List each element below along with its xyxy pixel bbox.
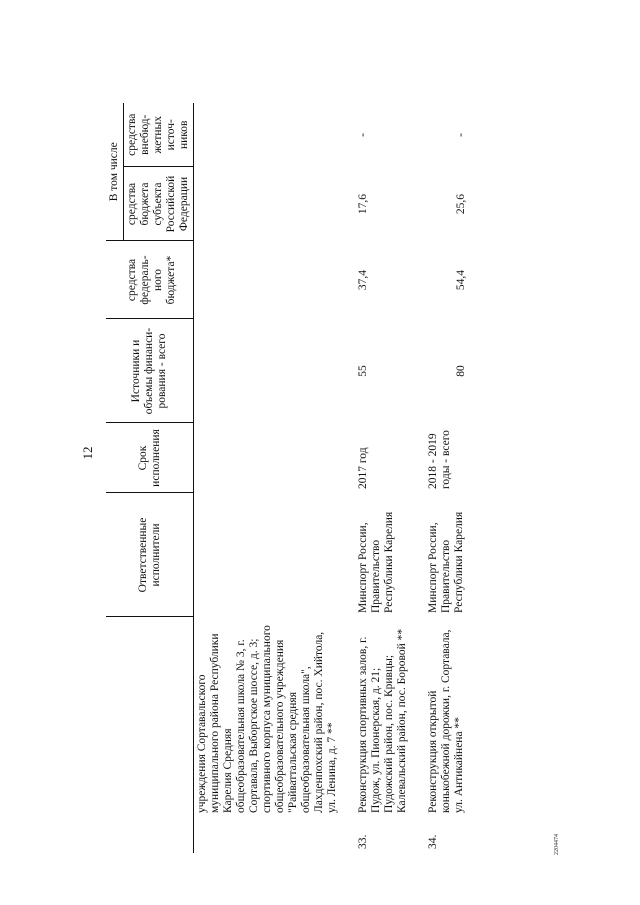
header-regional: средства бюджета субъекта Российской Федерации (124, 167, 194, 241)
header-total: Источники и объемы финанси-рования - всего (106, 319, 194, 423)
row-extrabudget: - (357, 132, 369, 137)
row-executors (194, 493, 350, 617)
row-regional (194, 167, 350, 241)
header-federal: средства федераль-ного бюджета* (124, 241, 194, 319)
header-row-1 (106, 103, 124, 853)
row-period (194, 423, 350, 493)
header-extrabudget: средства внебюд-жетных источ-ников (124, 103, 194, 167)
row-executors: Минспорт России, Правительство Республики Карелия (357, 511, 395, 613)
row-extrabudget (194, 103, 350, 167)
row-extrabudget: - (455, 132, 467, 137)
table-row (194, 103, 350, 853)
row-federal: 37,4 (357, 269, 369, 290)
page-number: 12 (80, 446, 95, 459)
row-total: 80 (455, 364, 467, 377)
row-total: 55 (357, 364, 369, 377)
row-number (194, 817, 350, 853)
row-period: 2017 год (357, 446, 369, 489)
financing-table (106, 103, 470, 853)
row-period: 2018 - 2019 годы - всего (427, 429, 452, 489)
row-number: 33. (357, 834, 369, 849)
row-name: учреждения Сортавальского муниципального района Республики Карелия Средняя общеобразовательная школа № 3, г. Сортавала, Выборгское шоссе, д. 3; спортивного корпуса муниципального общеобразовательного учреждения "Райваттальская средняя общеобразовательная школа", Лахденпохский район, пос. Хийтола, ул. Ленина, д. 7 ** (196, 624, 338, 813)
row-regional: 17,6 (357, 193, 369, 214)
row-name: Реконструкция открытой конькобежной дорожки, г. Сортавала, ул. Антикайнена ** (427, 628, 465, 813)
row-executors: Минспорт России, Правительство Республики Карелия (427, 511, 465, 613)
row-total (194, 319, 350, 423)
header-federal-spacer (106, 241, 124, 319)
row-regional: 25,6 (455, 193, 467, 214)
row-number: 34. (427, 834, 439, 849)
header-period: Срок исполнения (106, 423, 194, 493)
header-executors: Ответственные исполнители (106, 493, 194, 617)
row-federal (194, 241, 350, 319)
header-num (106, 817, 194, 853)
rotated-page (80, 43, 560, 863)
header-including: В том числе (106, 103, 124, 241)
header-name (106, 617, 194, 817)
row-federal: 54,4 (455, 269, 467, 290)
table-row (349, 103, 419, 853)
document-code: 2204474 (554, 833, 560, 855)
table-row (419, 103, 470, 853)
row-name: Реконструкция спортивных залов, г. Пудож, ул. Пионерская, д. 21; Пудожский район, пос. Кривцы; Калевальский район, пос. Боровой ** (357, 628, 408, 813)
